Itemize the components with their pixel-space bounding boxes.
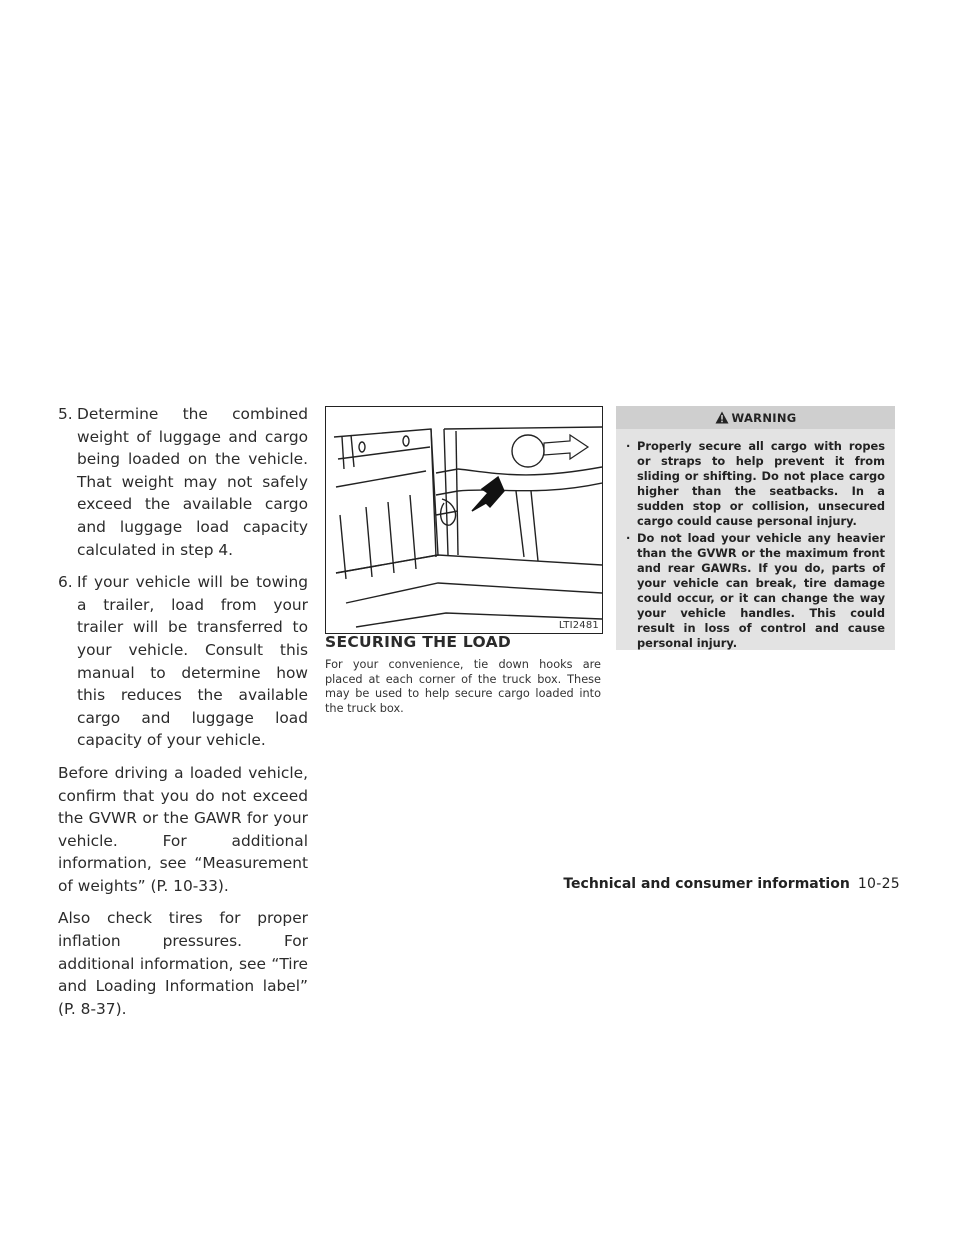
section-body: For your convenience, tie down hooks are placed at each corner of the truck box. These may be used to help secure cargo loaded into the truck box. <box>325 658 601 715</box>
truck-box-figure <box>325 406 603 634</box>
warning-text: Do not load your vehicle any heavier than the GVWR or the maximum front and rear GAWRs. If you do, parts of your vehicle can break, tire damage could occur, or it can change the way your vehicle handles. This could result in loss of control and cause personal injury. <box>637 531 885 650</box>
step-number: 5. <box>58 405 73 423</box>
warning-triangle-icon <box>715 411 729 424</box>
page-footer <box>563 876 900 892</box>
chapter-title: Technical and consumer information <box>563 876 850 892</box>
step-number: 6. <box>58 573 73 592</box>
paragraph: Also check tires for proper inflation pressures. For additional information, see “Tire and Loading Information label” (P. 8-37). <box>58 909 308 1018</box>
section-heading: SECURING THE LOAD <box>325 633 512 651</box>
bullet: · <box>626 531 631 546</box>
truck-box-tie-down-hook-illustration <box>326 407 602 633</box>
warning-text: Properly secure all cargo with ropes or straps to help prevent it from sliding or shifting. Do not place cargo higher than the seatbacks. In a sudden stop or collision, unsecured cargo could cause personal injury. <box>637 439 885 528</box>
list-item <box>58 403 308 561</box>
list-item <box>626 531 885 650</box>
warning-header <box>616 406 895 429</box>
steps-list <box>58 403 308 752</box>
list-item <box>58 571 308 752</box>
warning-box <box>616 406 895 650</box>
left-column <box>58 403 308 1030</box>
bullet: · <box>626 439 631 453</box>
warning-list <box>616 429 895 651</box>
page-number: 10-25 <box>857 876 900 892</box>
warning-title: WARNING <box>731 410 797 425</box>
figure-label: LTI2481 <box>558 620 599 631</box>
list-item <box>626 439 885 528</box>
step-text: Determine the combined weight of luggage and cargo being loaded on the vehicle. That weight may not safely exceed the available cargo and luggage load capacity calculated in step 4. <box>77 405 308 559</box>
step-text: If your vehicle will be towing a trailer, load from your trailer will be transferred to your vehicle. Consult this manual to determine how this reduces the available cargo and luggage load capacity of your vehicle. <box>77 573 308 750</box>
paragraph: Before driving a loaded vehicle, confirm that you do not exceed the GVWR or the GAWR for your vehicle. For additional information, see “Measurement of weights” (P. 10-33). <box>58 763 308 895</box>
